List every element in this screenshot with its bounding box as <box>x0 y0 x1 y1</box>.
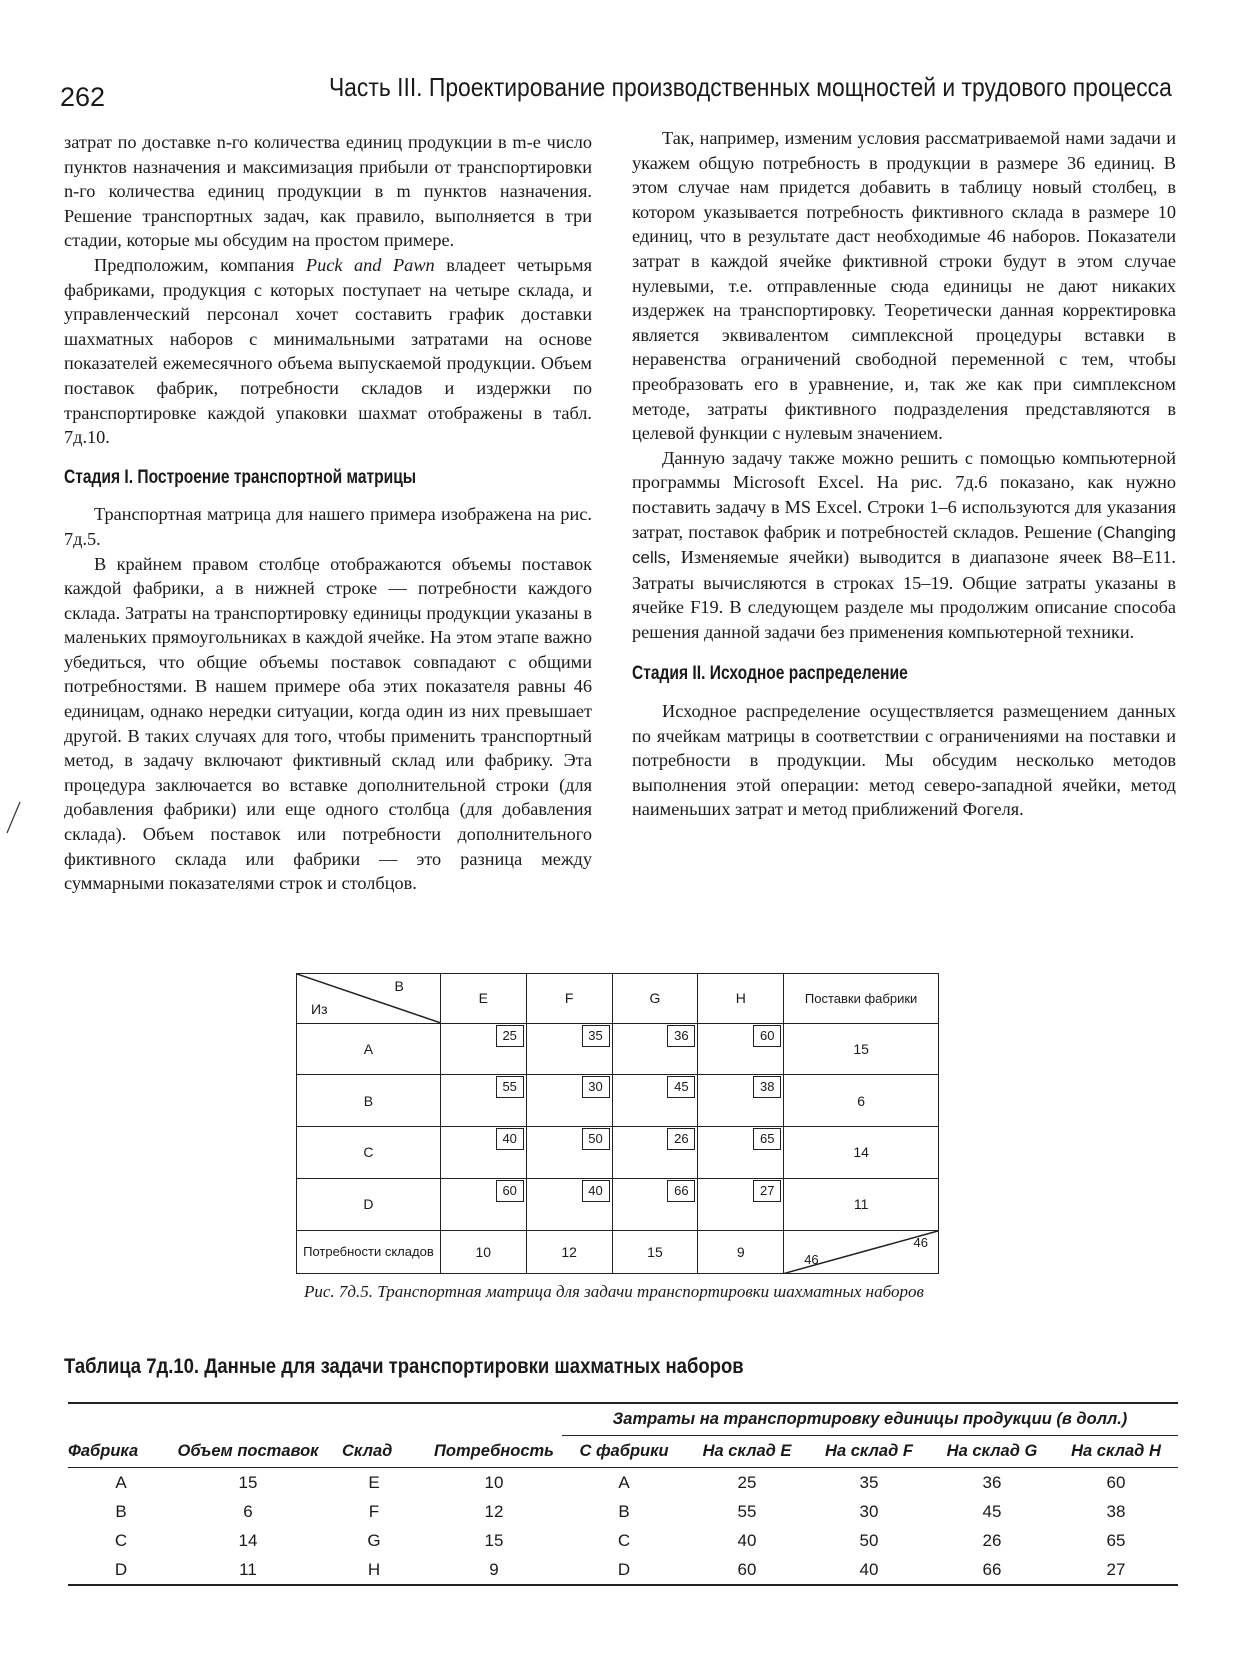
demand-label: Потребности складов <box>297 1230 441 1273</box>
cost-box: 30 <box>582 1076 610 1098</box>
cost-box: 45 <box>667 1076 695 1098</box>
paragraph: затрат по доставке n-го количества единиц продукции в m-е число пунктов назначения и максимизация прибыли от транспортировки n-го количества единиц продукции в m пунктов назначения. Решение транспортных задач, как правило, выполняется в три стадии, которые мы обсудим на простом примере. <box>64 132 592 251</box>
table-row: C 14 G 15 C 40 50 26 65 <box>114 1530 1126 1550</box>
matrix-cell <box>698 1178 784 1230</box>
column-header: H <box>698 974 784 1024</box>
company-name: Puck and Pawn <box>305 254 435 275</box>
matrix-cell <box>440 1178 526 1230</box>
demand-value: 9 <box>698 1230 784 1273</box>
cost-box: 25 <box>496 1025 524 1047</box>
matrix-cell <box>526 1075 612 1127</box>
cost-box: 35 <box>582 1025 610 1047</box>
row-label: C <box>297 1127 441 1179</box>
table-row: D 11 H 9 D 60 40 66 27 <box>68 1555 1178 1585</box>
table-title: Таблица 7д.10. Данные для задачи транспортировки шахматных наборов <box>64 1354 744 1378</box>
column-header: На склад F <box>808 1436 930 1468</box>
cost-box: 55 <box>496 1076 524 1098</box>
section-heading: Стадия I. Построение транспортной матрицы <box>64 466 417 488</box>
column-header: Объем поставок <box>174 1436 322 1468</box>
column-header: F <box>526 974 612 1024</box>
cost-box: 66 <box>667 1180 695 1202</box>
matrix-cell <box>698 1075 784 1127</box>
section-heading: Стадия II. Исходное распределение <box>632 663 908 685</box>
supply-value: 14 <box>784 1127 939 1179</box>
paragraph: Транспортная матрица для нашего примера изображена на рис. 7д.5. <box>64 504 592 549</box>
matrix-corner-cell: Из В <box>297 974 441 1024</box>
matrix-cell <box>526 1178 612 1230</box>
demand-value: 12 <box>526 1230 612 1273</box>
row-label: D <box>297 1178 441 1230</box>
cost-box: 27 <box>753 1180 781 1202</box>
column-header: С фабрики <box>562 1436 686 1468</box>
right-column <box>632 126 1176 822</box>
paragraph: В крайнем правом столбце отображаются объемы поставок каждой фабрики, а в нижней строке — потребности каждого склада. Затраты на транспортировку единицы продукции указаны в маленьких прямоугольниках в каждой ячейке. На этом этапе важно убедиться, что общие объемы поставок совпадают с общими потребностями. В нашем примере оба этих показателя равны 46 единицам, однако нередки ситуации, когда один из них превышает другой. В таких случаях для того, чтобы применить транспортный метод, в задачу включают фиктивный склад или фабрику. Эта процедура заключается во вставке дополнительной строки (для добавления фабрики) или еще одного столбца (для добавления склада). Объем поставок или потребности дополнительного фиктивного склада или фабрики — это разница между суммарными показателями строк и столбцов. <box>64 553 592 894</box>
cost-box: 60 <box>496 1180 524 1202</box>
matrix-cell <box>698 1127 784 1179</box>
matrix-cell <box>526 1127 612 1179</box>
row-label: B <box>297 1075 441 1127</box>
cost-box: 60 <box>753 1025 781 1047</box>
totals-cell <box>784 1230 939 1273</box>
supply-value: 6 <box>784 1075 939 1127</box>
transport-matrix <box>296 973 939 1274</box>
column-header: На склад H <box>1054 1436 1178 1468</box>
supply-value: 15 <box>784 1023 939 1075</box>
paragraph: Так, например, изменим условия рассматриваемой нами задачи и укажем общую потребность в продукции в размере 36 единиц. В этом случае нам придется добавить в таблицу новый столбец, в котором указывается потребность фиктивного склада в размере 10 единиц, что в результате даст необходимые 46 наборов. Показатели затрат в каждой ячейке фиктивной строки будут в этом случае нулевыми, т.е. отправленные сюда единицы не дают никаких издержек на транспортировку. Теоретически данная корректировка является эквивалентом симплексной процедуры вставки в неравенства ограничений свободной переменной с тем, чтобы преобразовать его в уравнение, и, так же как при симплексном методе, затраты фиктивного подразделения представляются в целевой функции с нулевым значением. <box>632 128 1176 444</box>
paragraph: Исходное распределение осуществляется размещением данных по ячейкам матрицы в соответствии с ограничениями на поставки и потребности в продукции. Мы обсудим несколько методов выполнения этой операции: метод северо-западной ячейки, метод наименьших затрат и метод приближений Фогеля. <box>632 701 1176 820</box>
figure-caption: Рис. 7д.5. Транспортная матрица для задачи транспортировки шахматных наборов <box>304 1282 924 1301</box>
data-table <box>68 1402 1178 1586</box>
cost-box: 38 <box>753 1076 781 1098</box>
demand-value: 10 <box>440 1230 526 1273</box>
matrix-cell <box>698 1023 784 1075</box>
matrix-cell <box>612 1178 698 1230</box>
total-supply: 46 <box>913 1234 928 1250</box>
running-header: Часть III. Проектирование производственных мощностей и трудового процесса <box>329 72 1172 102</box>
supply-header: Поставки фабрики <box>784 974 939 1024</box>
demand-value: 15 <box>612 1230 698 1273</box>
cost-box: 50 <box>582 1128 610 1150</box>
matrix-cell <box>612 1127 698 1179</box>
paragraph: Данную задачу также можно решить с помощью компьютерной программы Microsoft Excel. На рис. 7д.6 показано, как нужно поставить задачу в MS Excel. Строки 1–6 используются для указания затрат, поставок фабрик и потребностей складов. Решение (Changing cells, Изменяемые ячейки) выводится в диапазоне ячеек B8–E11. Затраты вычисляются в строках 15–19. Общие затраты указаны в ячейке F19. В следующем разделе мы продолжим описание способа решения данной задачи без применения компьютерной техники. <box>632 447 1176 642</box>
group-header: Затраты на транспортировку единицы продукции (в долл.) <box>562 1403 1178 1436</box>
supply-value: 11 <box>784 1178 939 1230</box>
matrix-cell <box>526 1023 612 1075</box>
column-header: Склад <box>322 1436 426 1468</box>
margin-pencil-mark <box>4 800 24 836</box>
cost-box: 40 <box>582 1180 610 1202</box>
column-header: Потребность <box>426 1436 562 1468</box>
column-header: На склад G <box>930 1436 1054 1468</box>
column-header: Фабрика <box>68 1436 174 1468</box>
cost-box: 36 <box>667 1025 695 1047</box>
matrix-cell <box>612 1075 698 1127</box>
table-row: A 15 E 10 A 25 35 36 60 <box>115 1472 1126 1492</box>
left-column <box>64 130 592 896</box>
cost-box: 65 <box>753 1128 781 1150</box>
cost-box: 26 <box>667 1128 695 1150</box>
matrix-cell <box>440 1023 526 1075</box>
table-row: B 6 F 12 B 55 30 45 38 <box>115 1501 1126 1521</box>
page-number: 262 <box>60 82 106 112</box>
matrix-cell <box>440 1127 526 1179</box>
matrix-cell <box>612 1023 698 1075</box>
column-header: На склад E <box>686 1436 808 1468</box>
total-demand: 46 <box>804 1252 819 1267</box>
matrix-cell <box>440 1075 526 1127</box>
column-header: G <box>612 974 698 1024</box>
cost-box: 40 <box>496 1128 524 1150</box>
paragraph: Предположим, компания Puck and Pawn владеет четырьмя фабриками, продукция с которых поступает на четыре склада, и управленческий персонал хочет составить график доставки шахматных наборов с минимальными затратами на основе показателей ежемесячного объема выпускаемой продукции. Объем поставок фабрик, потребности складов и издержки по транспортировке каждой упаковки шахмат отображены в табл. 7д.10. <box>64 254 593 448</box>
row-label: A <box>297 1023 441 1075</box>
column-header: E <box>440 974 526 1024</box>
